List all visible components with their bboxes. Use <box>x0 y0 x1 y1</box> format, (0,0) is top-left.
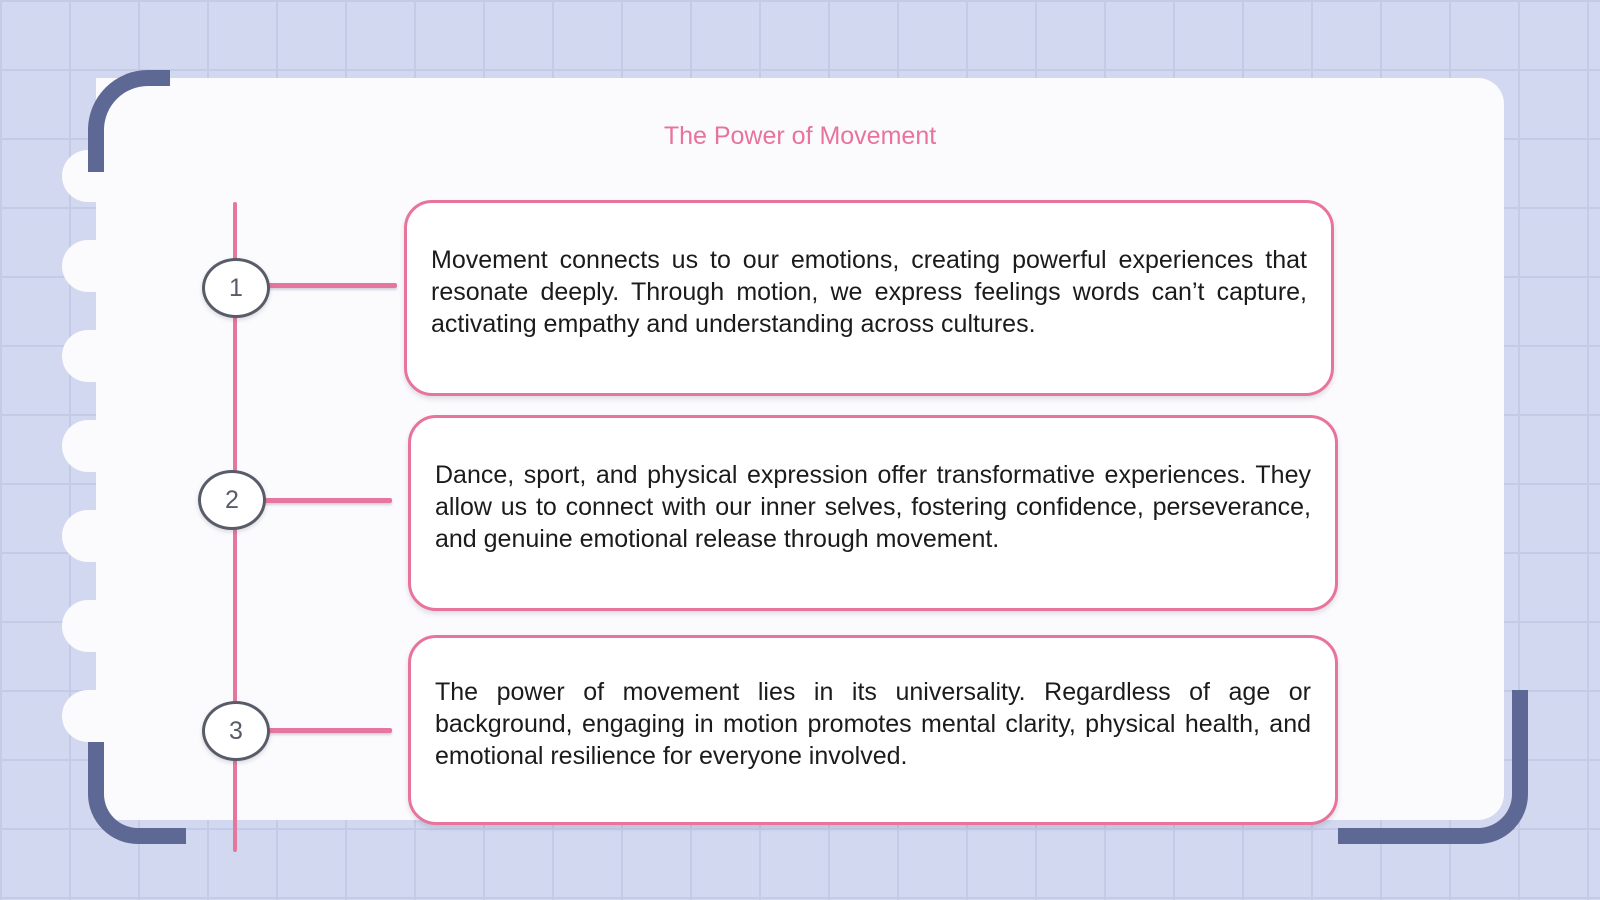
step-number-2: 2 <box>198 470 266 530</box>
scallop-edge <box>62 690 126 742</box>
step-text-3: The power of movement lies in its universality. Regardless of age or background, engaging in motion promotes mental clarity, physical health, and emotional resilience for everyone involved. <box>435 678 1311 770</box>
scallop-edge <box>62 240 126 292</box>
step-number-1: 1 <box>202 258 270 318</box>
page-title-text: The Power of Movement <box>663 122 937 150</box>
corner-bracket-bottom-right <box>1338 690 1528 844</box>
scallop-edge <box>62 420 126 472</box>
scallop-edge <box>62 330 126 382</box>
corner-bracket-bottom-left <box>88 742 186 844</box>
step-text-2: Dance, sport, and physical expression offer transformative experiences. They allow us to connect with our inner selves, fostering confidence, perseverance, and genuine emotional release through movement. <box>435 461 1311 553</box>
connector-line <box>265 283 397 288</box>
step-box-3 <box>408 635 1338 825</box>
step-box-2 <box>408 415 1338 611</box>
connector-line <box>262 498 392 503</box>
step-number-3: 3 <box>202 701 270 761</box>
page-title <box>0 122 1600 151</box>
connector-line <box>265 728 392 733</box>
step-box-1 <box>404 200 1334 396</box>
scallop-edge <box>62 600 126 652</box>
step-text-1: Movement connects us to our emotions, creating powerful experiences that resonate deeply. Through motion, we express feelings words can’t capture, activating empathy and understanding across cultures. <box>431 246 1307 338</box>
scallop-edge <box>62 510 126 562</box>
